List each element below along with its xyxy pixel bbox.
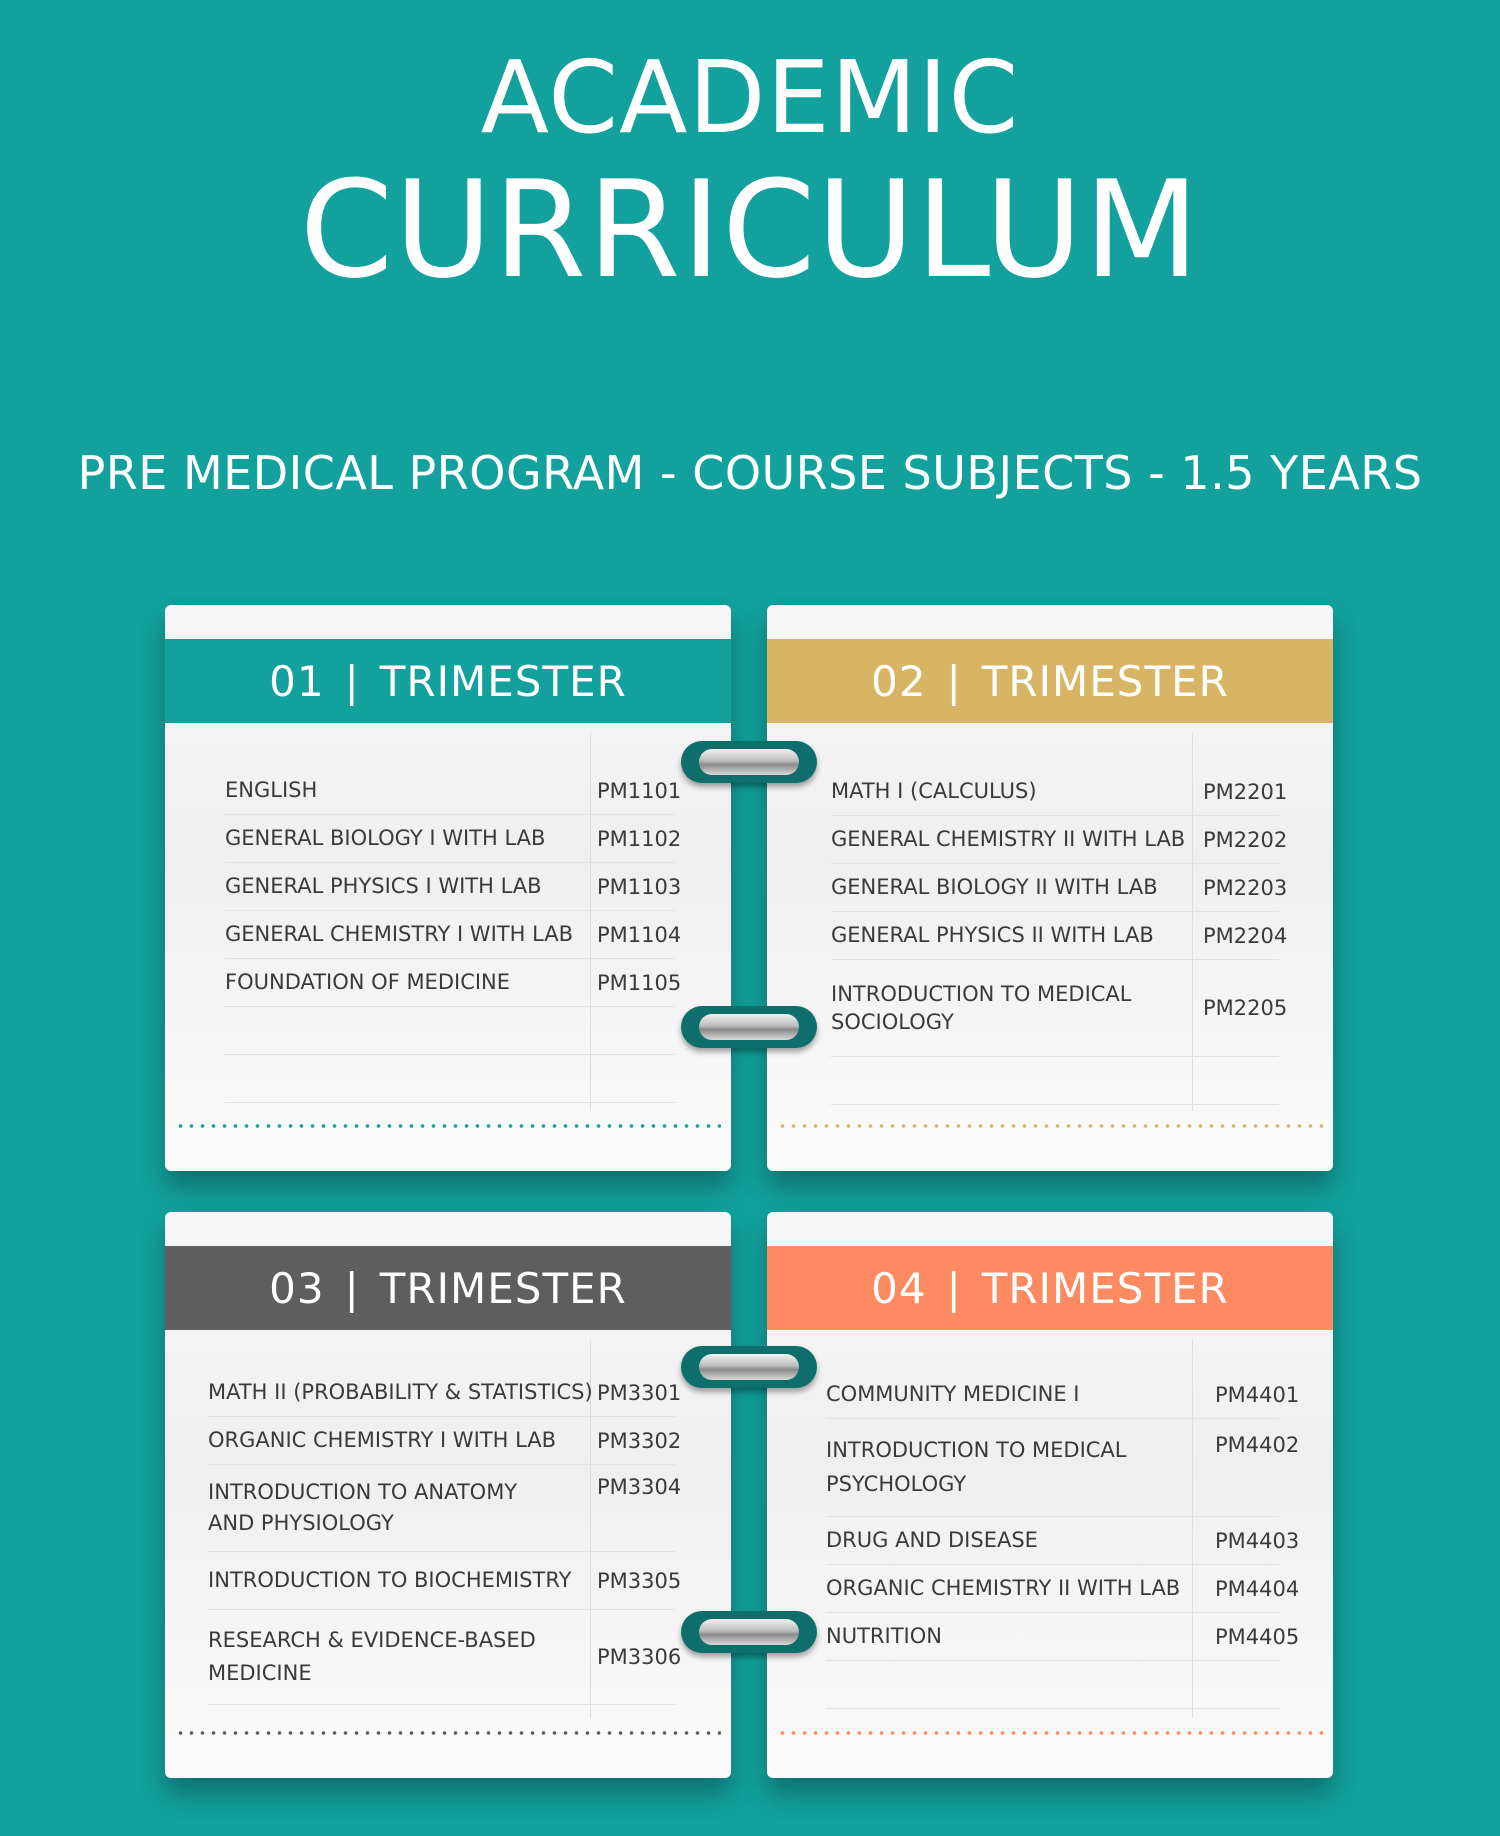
course-name: ENGLISH: [225, 778, 318, 803]
trimester-separator: |: [344, 1263, 360, 1313]
trimester-label: TRIMESTER: [981, 1263, 1229, 1313]
course-row: [826, 1419, 1300, 1517]
course-code: PM3305: [597, 1568, 682, 1593]
course-name: GENERAL BIOLOGY II WITH LAB: [831, 875, 1158, 900]
course-code: PM1103: [597, 874, 682, 899]
course-code: PM2204: [1203, 923, 1288, 948]
course-code: PM1101: [597, 778, 682, 803]
course-name: GENERAL PHYSICS I WITH LAB: [225, 874, 542, 899]
course-code: PM2205: [1203, 996, 1288, 1020]
course-row: [225, 911, 682, 959]
course-row: [831, 912, 1288, 960]
course-name: MATH I (CALCULUS): [831, 779, 1037, 804]
trimester-number: 04: [871, 1263, 927, 1313]
course-name: INTRODUCTION TO MEDICAL PSYCHOLOGY: [826, 1437, 1127, 1496]
trimester-number: 01: [269, 656, 325, 706]
course-code: PM2203: [1203, 875, 1288, 900]
course-name: FOUNDATION OF MEDICINE: [225, 970, 511, 995]
course-name: MATH II (PROBABILITY & STATISTICS): [208, 1380, 593, 1405]
course-row: [826, 1565, 1300, 1613]
page-subtitle: PRE MEDICAL PROGRAM - COURSE SUBJECTS - 1.5 YEARS: [77, 446, 1423, 500]
course-row: [208, 1369, 682, 1417]
course-row: [225, 767, 682, 815]
course-code: PM4401: [1215, 1382, 1300, 1407]
course-code: PM1105: [597, 970, 682, 995]
course-name: NUTRITION: [826, 1624, 942, 1649]
binder-ring: [681, 1006, 817, 1048]
course-row: [208, 1465, 682, 1552]
course-row: [831, 816, 1288, 864]
trimester-header: [165, 639, 731, 723]
dotted-divider: [777, 1730, 1323, 1736]
dotted-divider: [175, 1730, 721, 1736]
course-code: PM2201: [1203, 779, 1288, 804]
course-row: [208, 1552, 682, 1610]
course-name: GENERAL CHEMISTRY II WITH LAB: [831, 827, 1186, 852]
course-code: PM3301: [597, 1380, 682, 1405]
blank-row: [826, 1661, 1279, 1709]
course-name: ORGANIC CHEMISTRY I WITH LAB: [208, 1428, 557, 1453]
course-name: DRUG AND DISEASE: [826, 1528, 1038, 1553]
course-code: PM4405: [1215, 1624, 1300, 1649]
trimester-header: [767, 639, 1333, 723]
course-name: INTRODUCTION TO MEDICAL SOCIOLOGY: [831, 981, 1132, 1034]
course-code: PM3304: [597, 1475, 682, 1499]
trimester-header: [767, 1246, 1333, 1330]
course-row: [208, 1417, 682, 1465]
trimester-label: TRIMESTER: [379, 656, 627, 706]
blank-row: [225, 1007, 675, 1055]
dotted-divider: [175, 1123, 721, 1129]
dotted-divider: [777, 1123, 1323, 1129]
binder-ring: [681, 1611, 817, 1653]
trimester-card-03: [165, 1212, 731, 1778]
course-row: [831, 768, 1288, 816]
course-row: [826, 1613, 1300, 1661]
course-row: [225, 959, 682, 1007]
trimester-card-01: [165, 605, 731, 1171]
course-name: INTRODUCTION TO ANATOMY AND PHYSIOLOGY: [208, 1479, 518, 1535]
course-name: COMMUNITY MEDICINE I: [826, 1382, 1080, 1407]
trimester-number: 02: [871, 656, 927, 706]
page-title-line-2: CURRICULUM: [299, 152, 1201, 308]
course-row: [208, 1610, 682, 1705]
course-name: ORGANIC CHEMISTRY II WITH LAB: [826, 1576, 1181, 1601]
course-code: PM3302: [597, 1428, 682, 1453]
blank-row: [831, 1057, 1279, 1105]
trimester-separator: |: [946, 656, 962, 706]
course-name: GENERAL PHYSICS II WITH LAB: [831, 923, 1154, 948]
course-row: [225, 815, 682, 863]
trimester-label: TRIMESTER: [379, 1263, 627, 1313]
trimester-number: 03: [269, 1263, 325, 1313]
trimester-card-02: [767, 605, 1333, 1171]
course-row: [826, 1371, 1300, 1419]
course-code: PM4402: [1215, 1433, 1300, 1457]
course-name: GENERAL CHEMISTRY I WITH LAB: [225, 922, 574, 947]
course-code: PM3306: [597, 1645, 682, 1669]
course-name: INTRODUCTION TO BIOCHEMISTRY: [208, 1568, 572, 1593]
trimester-header: [165, 1246, 731, 1330]
course-name: RESEARCH & EVIDENCE-BASED MEDICINE: [208, 1628, 536, 1685]
binder-ring: [681, 741, 817, 783]
course-name: GENERAL BIOLOGY I WITH LAB: [225, 826, 546, 851]
course-code: PM2202: [1203, 827, 1288, 852]
course-code: PM1102: [597, 826, 682, 851]
trimester-separator: |: [344, 656, 360, 706]
page-title-line-1: ACADEMIC: [480, 39, 1020, 156]
course-row: [831, 864, 1288, 912]
trimester-card-04: [767, 1212, 1333, 1778]
blank-row: [225, 1055, 675, 1103]
course-code: PM4404: [1215, 1576, 1300, 1601]
course-row: [225, 863, 682, 911]
course-row: [826, 1517, 1300, 1565]
trimester-separator: |: [946, 1263, 962, 1313]
trimester-label: TRIMESTER: [981, 656, 1229, 706]
course-code: PM4403: [1215, 1528, 1300, 1553]
binder-ring: [681, 1346, 817, 1388]
course-code: PM1104: [597, 922, 682, 947]
course-row: [831, 960, 1288, 1057]
